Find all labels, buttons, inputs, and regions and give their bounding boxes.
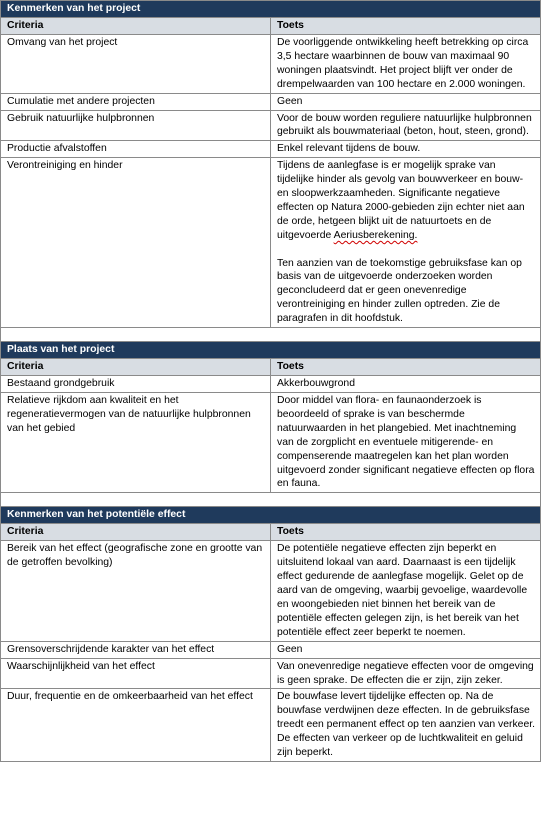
table-row bbox=[1, 93, 541, 110]
toets-cell: De potentiële negatieve effecten zijn beperkt en uitsluitend lokaal van aard. Daarnaast is een tijdelijk effect gedurende de aanlegfase mogelijk. Gelet op de aard van de omgeving, waarbij gevoelige, waardevolle en woongebieden niet binnen het bereik van de potentiële effecten gelegen zijn, is het bereik van het potentiële effect zeer beperkt te noemen. bbox=[271, 541, 541, 641]
table-row bbox=[1, 141, 541, 158]
table-row bbox=[1, 689, 541, 762]
section-header-row bbox=[1, 1, 541, 18]
toets-cell: Geen bbox=[271, 641, 541, 658]
spellcheck-underlined-word: Aeriusberekening. bbox=[333, 229, 418, 241]
table-potentieel-effect bbox=[0, 506, 541, 762]
section-header-row bbox=[1, 507, 541, 524]
column-header-criteria: Criteria bbox=[1, 524, 271, 541]
section-spacer bbox=[0, 493, 541, 506]
table-row bbox=[1, 641, 541, 658]
table-row bbox=[1, 158, 541, 328]
toets-cell: De bouwfase levert tijdelijke effecten op. Na de bouwfase verdwijnen deze effecten. In de gebruiksfase treedt een permanent effect op ten aanzien van verkeer. De effecten van verkeer op de luchtkwaliteit en geluid zijn beperkt. bbox=[271, 689, 541, 762]
criterium-cell: Productie afvalstoffen bbox=[1, 141, 271, 158]
toets-cell bbox=[271, 158, 541, 328]
column-header-row bbox=[1, 18, 541, 35]
table-row bbox=[1, 541, 541, 641]
table-row bbox=[1, 35, 541, 94]
column-header-toets: Toets bbox=[271, 359, 541, 376]
criterium-cell: Omvang van het project bbox=[1, 35, 271, 94]
toets-cell: De voorliggende ontwikkeling heeft betrekking op circa 3,5 hectare waarbinnen de bouw van maximaal 90 woningen plaatsvindt. Het project blijft ver onder de drempelwaarden van 100 hectare en 2.000 woningen. bbox=[271, 35, 541, 94]
column-header-row bbox=[1, 524, 541, 541]
table-kenmerken-project bbox=[0, 0, 541, 328]
toets-cell: Akkerbouwgrond bbox=[271, 376, 541, 393]
toets-cell: Enkel relevant tijdens de bouw. bbox=[271, 141, 541, 158]
section-title: Plaats van het project bbox=[1, 342, 541, 359]
criterium-cell: Verontreiniging en hinder bbox=[1, 158, 271, 328]
section-title: Kenmerken van het project bbox=[1, 1, 541, 18]
column-header-toets: Toets bbox=[271, 524, 541, 541]
table-row bbox=[1, 110, 541, 141]
section-header-row bbox=[1, 342, 541, 359]
toets-cell: Van onevenredige negatieve effecten voor de omgeving is geen sprake. De effecten die er zijn, zijn zeker. bbox=[271, 658, 541, 689]
criterium-cell: Waarschijnlijkheid van het effect bbox=[1, 658, 271, 689]
criterium-cell: Bereik van het effect (geografische zone en grootte van de getroffen bevolking) bbox=[1, 541, 271, 641]
table-plaats-project bbox=[0, 341, 541, 493]
column-header-row bbox=[1, 359, 541, 376]
criterium-cell: Grensoverschrijdende karakter van het effect bbox=[1, 641, 271, 658]
criterium-cell: Gebruik natuurlijke hulpbronnen bbox=[1, 110, 271, 141]
toets-paragraph: Ten aanzien van de toekomstige gebruiksfase kan op basis van de uitgevoerde onderzoeken worden geconcludeerd dat er geen onevenredige verontreiniging en hinder zullen optreden. Zie de paragrafen in dit hoofdstuk. bbox=[277, 257, 522, 325]
toets-cell: Geen bbox=[271, 93, 541, 110]
criterium-cell: Cumulatie met andere projecten bbox=[1, 93, 271, 110]
table-row bbox=[1, 376, 541, 393]
toets-text: Tijdens de aanlegfase is er mogelijk sprake van tijdelijke hinder als gevolg van bouwverkeer en bouw- en sloopwerkzaamheden. Significante negatieve effecten op Natura 2000-gebieden zijn echter niet aan de orde, hetgeen blijkt uit de natuurtoets en de uitgevoerde bbox=[277, 160, 525, 241]
table-row bbox=[1, 393, 541, 493]
criterium-cell: Relatieve rijkdom aan kwaliteit en het regeneratievermogen van de natuurlijke hulpbronnen van het gebied bbox=[1, 393, 271, 493]
criterium-cell: Duur, frequentie en de omkeerbaarheid van het effect bbox=[1, 689, 271, 762]
toets-cell: Voor de bouw worden reguliere natuurlijke hulpbronnen gebruikt als bouwmateriaal (beton, hout, steen, grond). bbox=[271, 110, 541, 141]
criterium-cell: Bestaand grondgebruik bbox=[1, 376, 271, 393]
section-spacer bbox=[0, 328, 541, 341]
column-header-criteria: Criteria bbox=[1, 359, 271, 376]
table-row bbox=[1, 658, 541, 689]
column-header-toets: Toets bbox=[271, 18, 541, 35]
section-title: Kenmerken van het potentiële effect bbox=[1, 507, 541, 524]
toets-paragraph bbox=[277, 159, 535, 242]
toets-cell: Door middel van flora- en faunaonderzoek is beoordeeld of sprake is van beschermde natuurwaarden in het plangebied. Met inachtneming van de zorgplicht en eventuele mitigerende- en compenserende maatregelen kan het plan worden uitgevoerd zonder significant negatieve effecten op flora en fauna. bbox=[271, 393, 541, 493]
column-header-criteria: Criteria bbox=[1, 18, 271, 35]
